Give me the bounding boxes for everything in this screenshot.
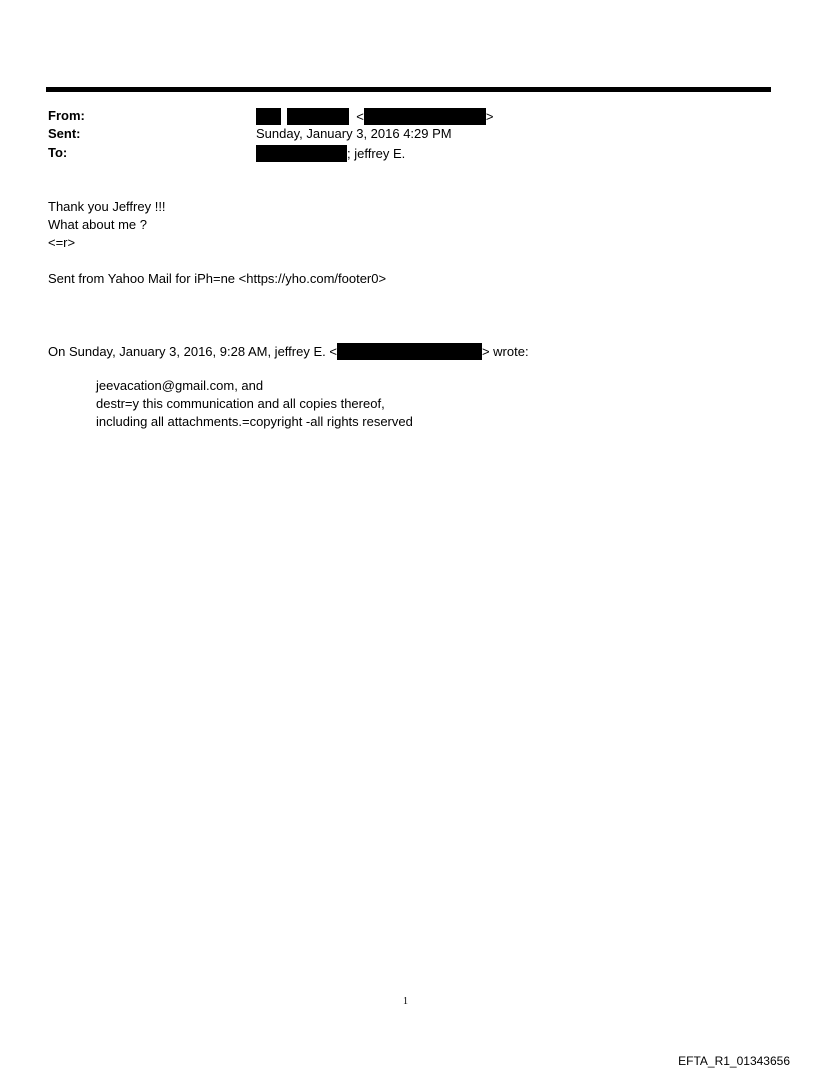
quote-intro-text: On Sunday, January 3, 2016, 9:28 AM, jeffrey E. < bbox=[48, 344, 337, 359]
sent-label: Sent: bbox=[48, 126, 81, 141]
quoted-line: destr=y this communication and all copies thereof, bbox=[96, 396, 385, 411]
redaction-block bbox=[256, 108, 281, 125]
redaction-block bbox=[337, 343, 482, 360]
from-value bbox=[256, 108, 493, 125]
quoted-line: jeevacation@gmail.com, and bbox=[96, 378, 264, 393]
quoted-line: including all attachments.=copyright -all rights reserved bbox=[96, 414, 413, 429]
from-email-open: < bbox=[356, 109, 364, 124]
to-recipients: ; jeffrey E. bbox=[347, 146, 406, 161]
body-line: Thank you Jeffrey !!! bbox=[48, 199, 166, 214]
quote-intro-wrote: > wrote: bbox=[481, 344, 529, 359]
mail-signature: Sent from Yahoo Mail for iPh=ne <https://yho.com/footer0> bbox=[48, 271, 387, 286]
redaction-block bbox=[287, 108, 349, 125]
body-line: <=r> bbox=[48, 235, 76, 250]
redaction-block bbox=[364, 108, 486, 125]
quote-intro bbox=[48, 343, 529, 360]
to-label: To: bbox=[48, 145, 68, 160]
redaction-block bbox=[256, 145, 347, 162]
header-rule bbox=[46, 87, 771, 92]
from-email-close: > bbox=[485, 109, 494, 124]
body-line: What about me ? bbox=[48, 217, 147, 232]
from-label: From: bbox=[48, 108, 85, 123]
to-value bbox=[256, 145, 405, 162]
page-number: 1 bbox=[403, 996, 408, 1007]
bates-number: EFTA_R1_01343656 bbox=[678, 1054, 790, 1068]
sent-value: Sunday, January 3, 2016 4:29 PM bbox=[256, 126, 452, 141]
